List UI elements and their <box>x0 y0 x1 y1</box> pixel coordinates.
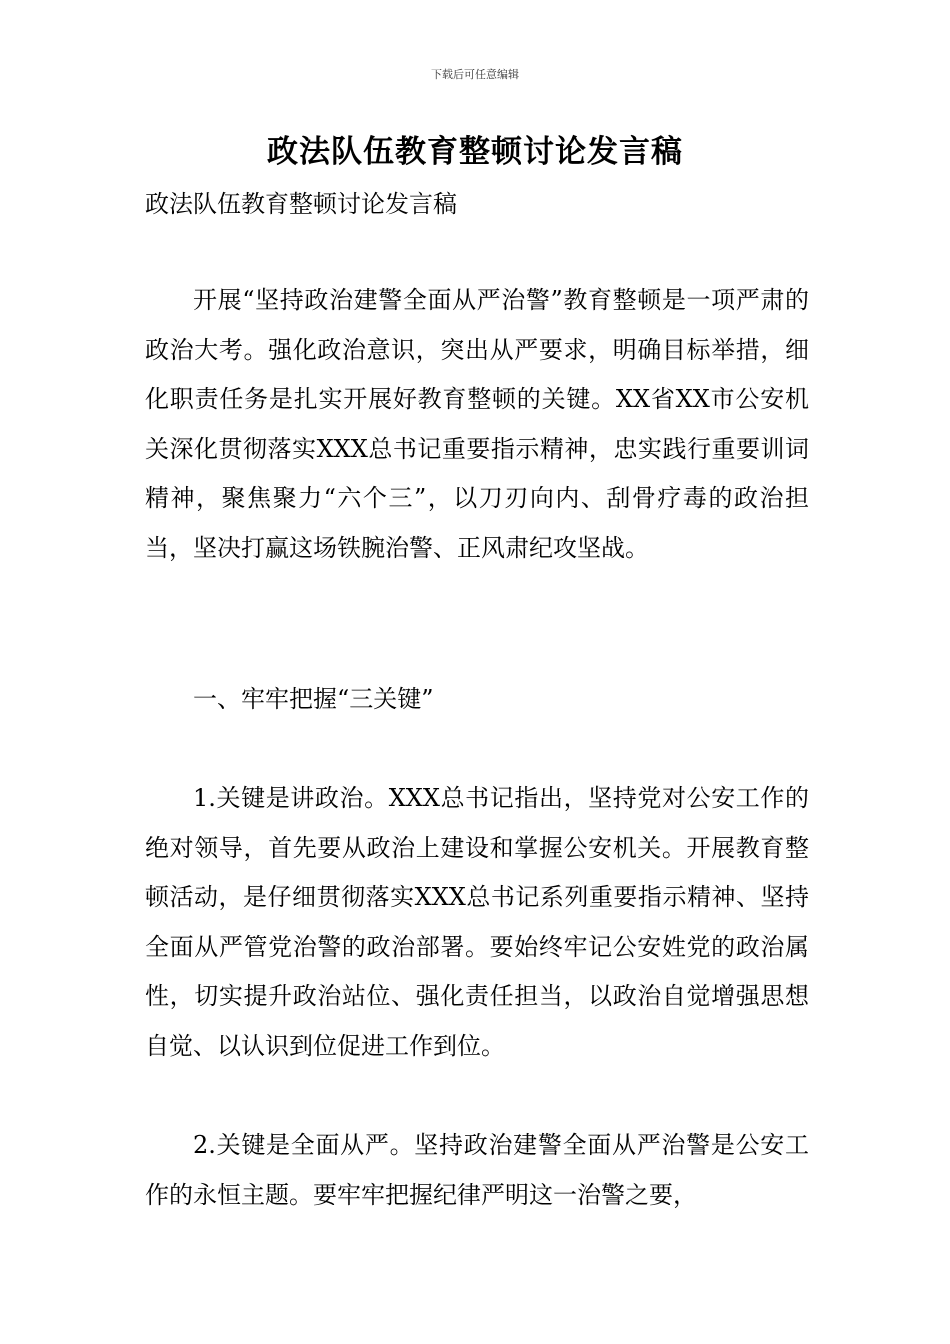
document-title: 政法队伍教育整顿讨论发言稿 <box>267 134 683 170</box>
point-2-paragraph: 2.关键是全面从严。坚持政治建警全面从严治警是公安工作的永恒主题。要牢牢把握纪律严明这一治警之要， <box>145 1131 809 1209</box>
document-subtitle: 政法队伍教育整顿讨论发言稿 <box>145 190 457 218</box>
section-heading: 一、牢牢把握“三关键” <box>193 685 434 713</box>
point-1-paragraph: 1.关键是讲政治。XXX总书记指出，坚持党对公安工作的绝对领导，首先要从政治上建设和掌握公安机关。开展教育整顿活动，是仔细贯彻落实XXX总书记系列重要指示精神、坚持全面从严管党治警的政治部署。要始终牢记公安姓党的政治属性，切实提升政治站位、强化责任担当，以政治自觉增强思想自觉、以认识到位促进工作到位。 <box>145 784 809 1060</box>
header-note: 下载后可任意编辑 <box>431 68 519 81</box>
intro-paragraph: 开展“坚持政治建警全面从严治警”教育整顿是一项严肃的政治大考。强化政治意识，突出从严要求，明确目标举措，细化职责任务是扎实开展好教育整顿的关键。XX省XX市公安机关深化贯彻落实XXX总书记重要指示精神，忠实践行重要训词精神，聚焦聚力“六个三”，以刀刃向内、刮骨疗毒的政治担当，坚决打赢这场铁腕治警、正风肃纪攻坚战。 <box>145 286 809 562</box>
